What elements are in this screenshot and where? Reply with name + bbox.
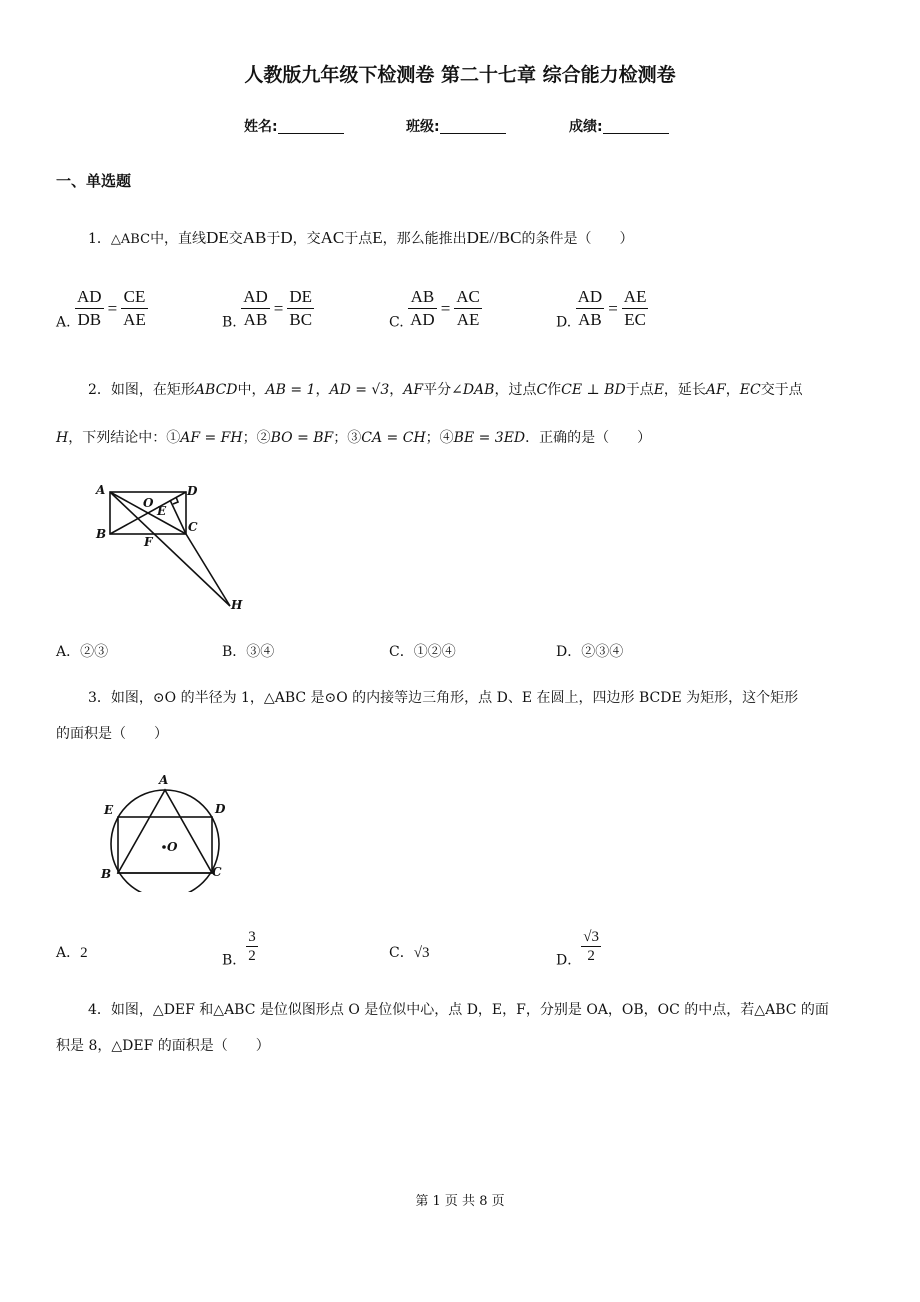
q2-option-d[interactable]: D．②③④ — [556, 644, 624, 660]
q1-math: E — [372, 228, 383, 247]
score-field[interactable] — [569, 116, 669, 136]
q1-text: 于点 — [344, 231, 373, 247]
section-heading: 一、单选题 — [56, 172, 132, 190]
fig3-label-a: A — [159, 773, 169, 787]
q3-option-d[interactable]: D． $\frac{√3}{2}$ — [556, 929, 599, 969]
q1-math: DE//BC — [466, 228, 522, 247]
q1-math: AC — [320, 228, 345, 247]
q2-option-b[interactable]: B．③④ — [222, 644, 275, 660]
score-label: 成绩: — [569, 119, 603, 135]
q2-option-c[interactable]: C．①②④ — [389, 644, 456, 660]
fig2-label-h: H — [231, 598, 243, 612]
question-2-line-2: H，下列结论中：①AF = FH；②BO = BF；③CA = CH；④BE = 3ED．正确的是（ ） — [56, 430, 652, 446]
q3-circle-figure — [96, 766, 236, 892]
fig2-label-o: O — [143, 496, 154, 510]
fig2-label-d: D — [187, 484, 198, 498]
q1-text: ，交 — [292, 231, 321, 247]
question-3-line-1: 3．如图，⊙O 的半径为 1，△ABC 是⊙O 的内接等边三角形，点 D、E 在圆上，四边形 BCDE 为矩形，这个矩形 — [88, 690, 799, 706]
option-label: B. — [222, 314, 237, 331]
score-blank[interactable] — [603, 119, 669, 134]
question-2-line-1: 2．如图，在矩形ABCD中，AB = 1，AD = √3，AF平分∠DAB，过点C作CE ⊥ BD于点E，延长AF，EC交于点 — [88, 382, 803, 398]
q1-text: 交 — [228, 231, 243, 247]
q1-text: 中，直线 — [150, 231, 207, 247]
page-footer: 第 1 页 共 8 页 — [415, 1194, 505, 1209]
q1-option-d[interactable]: D. $\frac{AD}{AB}$ = $\frac{AE}{EC}$ — [556, 287, 647, 331]
q1-option-c[interactable]: C. $\frac{AB}{AD}$ = $\frac{AC}{AE}$ — [389, 287, 480, 331]
fig3-label-o: O — [167, 840, 178, 854]
fraction: $\frac{AD}{AB}$ — [577, 287, 603, 329]
fig3-label-d: D — [215, 802, 226, 816]
fig3-label-c: C — [212, 865, 222, 879]
question-3-line-2: 的面积是（ ） — [56, 726, 168, 742]
fraction: $\frac{AB}{AD}$ — [410, 287, 435, 329]
fig2-label-a: A — [96, 483, 106, 497]
option-label: D. — [556, 314, 572, 331]
q1-math: DE — [206, 228, 229, 247]
option-label: C. — [389, 314, 404, 331]
question-4-line-1: 4．如图，△DEF 和△ABC 是位似图形点 O 是位似中心，点 D，E，F，分别是 OA，OB，OC 的中点，若△ABC 的面 — [88, 1002, 829, 1018]
q3-option-b[interactable]: B． $\frac{3}{2}$ — [222, 929, 256, 969]
fraction: $\frac{AD}{AB}$ — [243, 287, 268, 329]
page-title: 人教版九年级下检测卷 第二十七章 综合能力检测卷 — [244, 64, 676, 86]
q1-text: 的条件是（ ） — [521, 231, 634, 247]
fraction: $\frac{DE}{BC}$ — [289, 287, 313, 329]
fig3-label-b: B — [101, 867, 112, 881]
fig2-label-f: F — [144, 535, 153, 549]
q1-text: 于 — [266, 231, 281, 247]
q2-option-a[interactable]: A．②③ — [56, 644, 109, 660]
name-field[interactable] — [244, 116, 344, 136]
fraction: $\frac{AC}{AE}$ — [456, 287, 480, 329]
q2-rectangle-figure — [90, 478, 260, 618]
fraction: $\frac{AE}{EC}$ — [623, 287, 647, 329]
name-blank[interactable] — [278, 119, 344, 134]
question-4-line-2: 积是 8，△DEF 的面积是（ ） — [56, 1038, 270, 1054]
q1-triangle: △ABC — [110, 232, 151, 247]
q3-option-c[interactable]: C．√3 — [389, 945, 430, 961]
class-blank[interactable] — [440, 119, 506, 134]
fig2-label-c: C — [188, 520, 198, 534]
class-field[interactable] — [406, 116, 506, 136]
q1-math: D — [280, 228, 293, 247]
q1-option-b[interactable]: B. $\frac{AD}{AB}$ = $\frac{DE}{BC}$ — [222, 287, 313, 331]
fig2-label-b: B — [96, 527, 107, 541]
fraction: $\frac{AD}{DB}$ — [77, 287, 102, 329]
fig3-label-e: E — [104, 803, 114, 817]
q1-math: AB — [242, 228, 267, 247]
q3-option-a[interactable]: A．2 — [56, 945, 88, 961]
option-label: A. — [56, 314, 71, 331]
q1-text: ，那么能推出 — [382, 231, 467, 247]
class-label: 班级: — [406, 119, 440, 135]
q1-option-a[interactable]: A. $\frac{AD}{DB}$ = $\frac{CE}{AE}$ — [56, 287, 146, 331]
fraction: $\frac{CE}{AE}$ — [123, 287, 146, 329]
question-1 — [88, 228, 633, 250]
fig2-label-e: E — [157, 504, 167, 518]
q1-number: 1． — [88, 231, 111, 247]
name-label: 姓名: — [244, 119, 278, 135]
